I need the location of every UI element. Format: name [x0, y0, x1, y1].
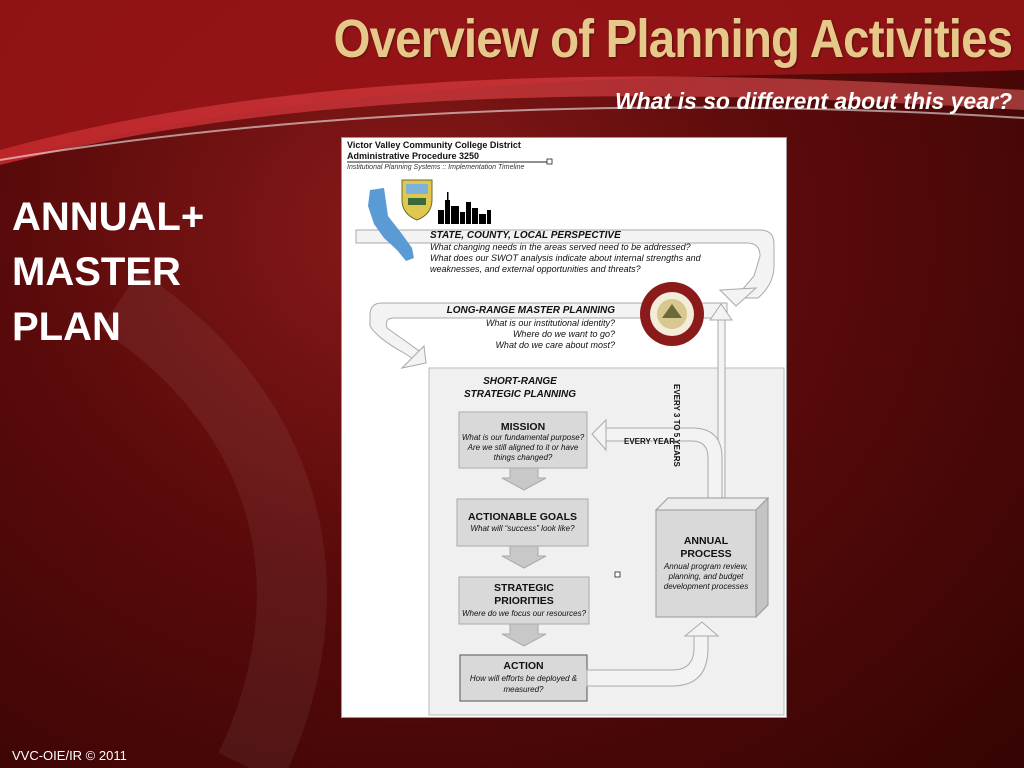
strategic-priorities-line1: STRATEGIC — [494, 582, 554, 594]
slide-subtitle: What is so different about this year? — [614, 88, 1012, 114]
footer-copyright: VVC-OIE/IR © 2011 — [12, 748, 127, 763]
planning-document — [341, 137, 787, 718]
long-range-line3: What do we care about most? — [495, 340, 615, 350]
county-seal-icon — [402, 180, 432, 220]
every-year-label: EVERY YEAR — [624, 437, 675, 446]
annual-process-line2: PROCESS — [680, 548, 732, 560]
mission-line2: Are we still aligned to it or have — [467, 443, 579, 452]
mission-line1: What is our fundamental purpose? — [461, 433, 585, 442]
mission-title: MISSION — [500, 421, 546, 433]
action-title: ACTION — [503, 660, 544, 672]
strategic-priorities-desc: Where do we focus our resources? — [461, 609, 587, 618]
actionable-goals-title: ACTIONABLE GOALS — [467, 511, 578, 523]
actionable-goals-desc: What will “success” look like? — [470, 524, 575, 533]
strategic-priorities-line2: PRIORITIES — [494, 595, 554, 607]
header-marker — [547, 159, 552, 164]
side-heading-line-2: MASTER — [12, 250, 181, 294]
side-heading-line-1: ANNUAL+ — [12, 195, 205, 239]
state-perspective-title: STATE, COUNTY, LOCAL PERSPECTIVE — [430, 230, 621, 241]
annual-process-desc1: Annual program review, — [663, 562, 749, 571]
long-range-title: LONG-RANGE MASTER PLANNING — [446, 305, 615, 316]
side-heading — [12, 190, 204, 355]
document-subtitle: Institutional Planning Systems :: Implementation Timeline — [347, 164, 525, 171]
short-range-line2: STRATEGIC PLANNING — [463, 389, 577, 400]
state-perspective-line2: What does our SWOT analysis indicate about internal strengths and — [430, 253, 701, 263]
action-line1: How will efforts be deployed & — [469, 674, 578, 683]
state-perspective-line1: What changing needs in the areas served need to be addressed? — [430, 242, 691, 252]
annual-process-line1: ANNUAL — [683, 535, 729, 547]
short-range-line1: SHORT-RANGE — [483, 376, 557, 387]
every-3-to-5-years-label: EVERY 3 TO 5 YEARS — [672, 384, 681, 467]
side-heading-line-3: PLAN — [12, 305, 121, 349]
state-perspective-line3: weaknesses, and external opportunities and threats? — [430, 264, 641, 274]
procedure-number: Administrative Procedure 3250 — [347, 151, 480, 161]
annual-process-desc2: planning, and budget — [668, 572, 744, 581]
action-line2: measured? — [503, 685, 544, 694]
long-range-line1: What is our institutional identity? — [485, 318, 615, 328]
college-seal-icon — [640, 282, 704, 346]
slide-title: Overview of Planning Activities — [333, 9, 1012, 69]
district-name: Victor Valley Community College District — [347, 140, 521, 150]
annual-process-desc3: development processes — [663, 582, 749, 591]
long-range-line2: Where do we want to go? — [512, 329, 615, 339]
city-skyline-icon — [438, 192, 491, 224]
mission-line3: things changed? — [493, 453, 553, 462]
